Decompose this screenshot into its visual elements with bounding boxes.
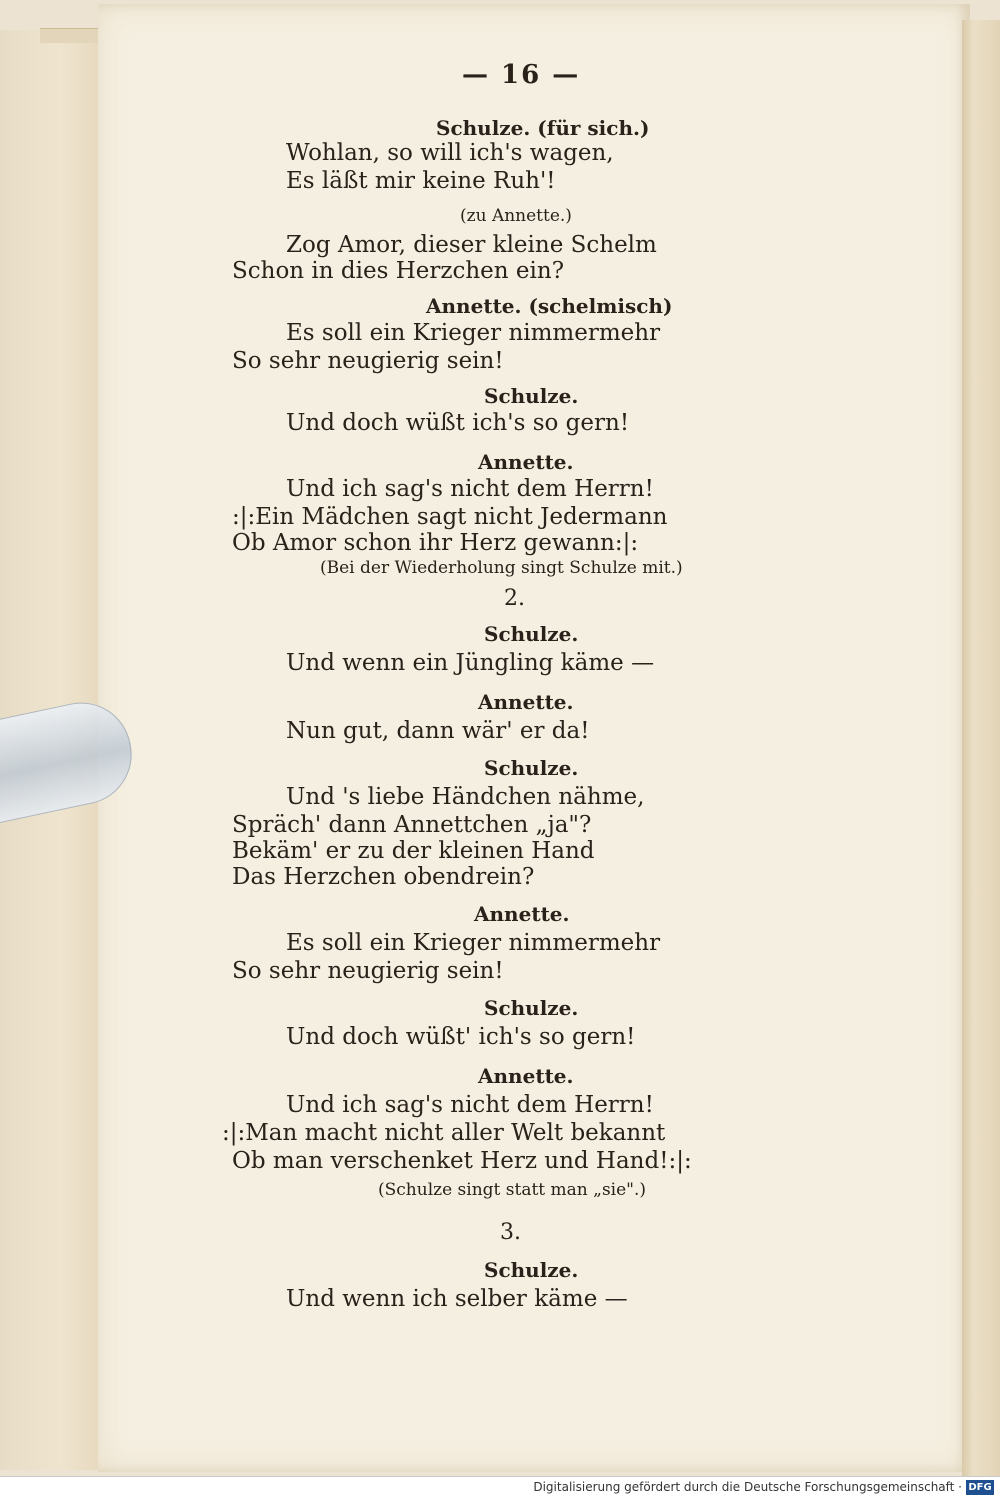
speaker-label: Schulze. [484,622,579,646]
verse-line: :|:Ein Mädchen sagt nicht Jedermann [232,504,668,530]
verse-line: Es läßt mir keine Ruh'! [286,168,556,194]
verse-line: Und ich sag's nicht dem Herrn! [286,1092,654,1118]
verse-line: So sehr neugierig sein! [232,348,504,374]
viewer-footer [0,1476,1000,1499]
stanza-number: 3. [500,1220,521,1245]
verse-line: Zog Amor, dieser kleine Schelm [286,232,657,258]
verse-line: Ob Amor schon ihr Herz gewann:|: [232,530,639,556]
verse-line: Es soll ein Krieger nimmermehr [286,320,661,346]
verse-line: Das Herzchen obendrein? [232,864,535,890]
stage-direction: (Schulze singt statt man „sie".) [378,1180,647,1200]
page-number: — 16 — [462,60,581,90]
verse-line: Und doch wüßt ich's so gern! [286,410,630,436]
speaker-label: Annette. [478,690,574,714]
speaker-label: Schulze. [484,1258,579,1282]
verse-line: Es soll ein Krieger nimmermehr [286,930,661,956]
verse-line: So sehr neugierig sein! [232,958,504,984]
speaker-label: Schulze. [484,384,579,408]
dfg-logo-icon[interactable]: DFG [966,1480,994,1495]
verse-line: :|:Man macht nicht aller Welt bekannt [222,1120,666,1146]
verse-line: Bekäm' er zu der kleinen Hand [232,838,595,864]
stage-direction: (zu Annette.) [460,206,572,226]
verse-line: Schon in dies Herzchen ein? [232,258,565,284]
speaker-label: Annette. (schelmisch) [426,294,673,318]
verse-line: Nun gut, dann wär' er da! [286,718,590,744]
verse-line: Und ich sag's nicht dem Herrn! [286,476,654,502]
speaker-label: Schulze. [484,996,579,1020]
verse-line: Und wenn ein Jüngling käme — [286,650,655,676]
verse-line: Und doch wüßt' ich's so gern! [286,1024,636,1050]
speaker-label: Annette. [474,902,570,926]
speaker-label: Schulze. [484,756,579,780]
verse-line: Spräch' dann Annettchen „ja"? [232,812,592,838]
verse-line: Und wenn ich selber käme — [286,1286,628,1312]
stage-direction: (Bei der Wiederholung singt Schulze mit.) [320,558,683,578]
speaker-label: Annette. [478,450,574,474]
verse-line: Und 's liebe Händchen nähme, [286,784,645,810]
verse-line: Ob man verschenket Herz und Hand!:|: [232,1148,692,1174]
funding-credit: Digitalisierung gefördert durch die Deutsche Forschungsgemeinschaft · [533,1480,962,1494]
book-edge-right [962,20,1000,1476]
stanza-number: 2. [504,586,525,611]
verse-line: Wohlan, so will ich's wagen, [286,140,614,166]
speaker-label: Schulze. (für sich.) [436,116,650,140]
speaker-label: Annette. [478,1064,574,1088]
